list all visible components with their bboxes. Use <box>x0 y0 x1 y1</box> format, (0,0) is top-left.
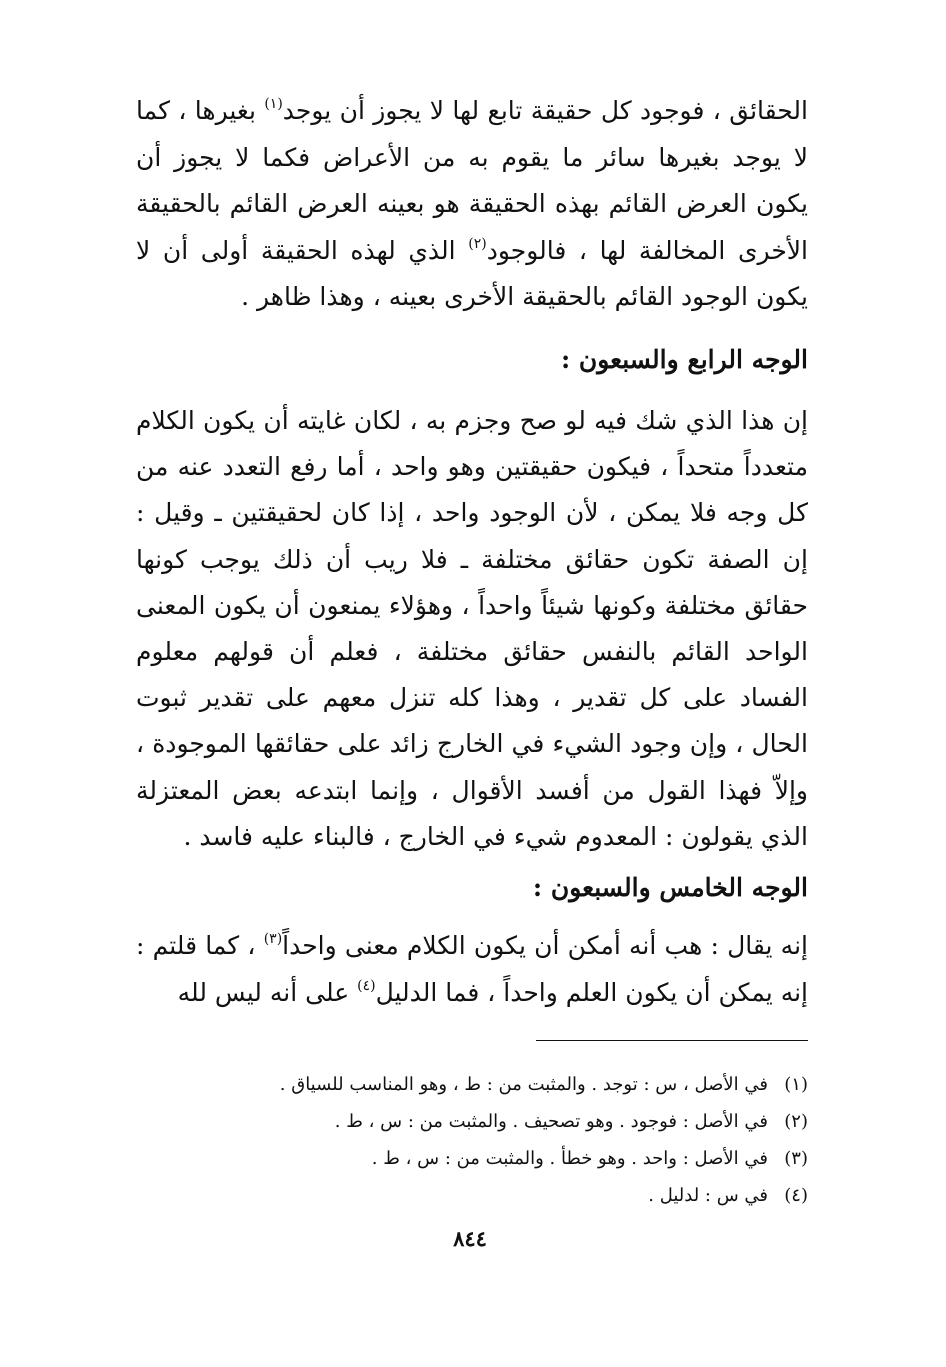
footnote-text: في س : لدليل . <box>648 1185 768 1206</box>
footnote-2 <box>136 1103 808 1140</box>
footnote-3 <box>136 1140 808 1177</box>
footnote-number: (١) <box>784 1074 808 1095</box>
footnote-number: (٢) <box>784 1111 808 1132</box>
footnotes <box>136 1066 808 1214</box>
paragraph-1-part-1: الحقائق ، فوجود كل حقيقة تابع لها لا يجوز أن يوجد <box>282 96 808 125</box>
footnote-text: في الأصل ، س : توجد . والمثبت من : ط ، وهو المناسب للسياق . <box>279 1074 768 1095</box>
paragraph-1-part-2: بغيرها ، كما لا يوجد بغيرها سائر ما يقوم به من الأعراض فكما لا يجوز أن يكون العرض القائم بهذه الحقيقة هو بعينه العرض القائم بالحقيقة الأخرى المخالفة لها ، فالوجود <box>136 96 808 265</box>
paragraph-1-part-3: الذي لهذه الحقيقة أولى أن لا يكون الوجود القائم بالحقيقة الأخرى بعينه ، وهذا ظاهر . <box>136 235 808 311</box>
footnote-number: (٣) <box>784 1148 808 1169</box>
footnote-1 <box>136 1066 808 1103</box>
paragraph-3-part-1: إنه يقال : هب أنه أمكن أن يكون الكلام معنى واحداً <box>282 931 808 960</box>
section-heading-74: الوجه الرابع والسبعون : <box>560 345 808 374</box>
footnote-ref-4: (٤) <box>357 977 376 994</box>
footnote-number: (٤) <box>784 1185 808 1206</box>
section-heading-75: الوجه الخامس والسبعون : <box>532 873 808 902</box>
footnote-ref-1: (١) <box>264 96 283 112</box>
paragraph-1 <box>136 88 808 321</box>
footnote-divider <box>536 1040 808 1041</box>
footnote-text: في الأصل : واحد . وهو خطأ . والمثبت من : س ، ط . <box>371 1148 768 1169</box>
paragraph-3-part-3: على أنه ليس لله <box>177 977 358 1007</box>
footnote-4 <box>136 1177 808 1214</box>
paragraph-2: إن هذا الذي شك فيه لو صح وجزم به ، لكان غايته أن يكون الكلام متعدداً متحداً ، فيكون حقيقتين وهو واحد ، أما رفع التعدد عنه من كل وجه فلا يمكن ، لأن الوجود واحد ، إذا كان لحقيقتين ـ وقيل : إن الصفة تكون حقائق مختلفة ـ فلا ريب أن ذلك يوجب كونها حقائق مختلفة وكونها شيئاً واحداً ، وهؤلاء يمنعون أن يكون المعنى الواحد القائم بالنفس حقائق مختلفة ، فعلم أن قولهم معلوم الفساد على كل تقدير ، وهذا كله تنزل معهم على تقدير ثبوت الحال ، وإن وجود الشيء في الخارج زائد على حقائقها الموجودة ، وإلاّ فهذا القول من أفسد الأقوال ، وإنما ابتدعه بعض المعتزلة الذي يقولون : المعدوم شيء في الخارج ، فالبناء عليه فاسد . <box>136 406 809 851</box>
paragraph-3-part-2: ، كما قلتم : إنه يمكن أن يكون العلم واحداً ، فما الدليل <box>136 931 808 1007</box>
footnote-ref-3: (٣) <box>263 931 283 947</box>
footnote-text: في الأصل : فوجود . وهو تصحيف . والمثبت من : س ، ط . <box>334 1111 768 1132</box>
paragraph-3 <box>136 923 808 1016</box>
page-number: ٨٤٤ <box>453 1226 487 1251</box>
footnote-ref-2: (٢) <box>468 235 487 252</box>
